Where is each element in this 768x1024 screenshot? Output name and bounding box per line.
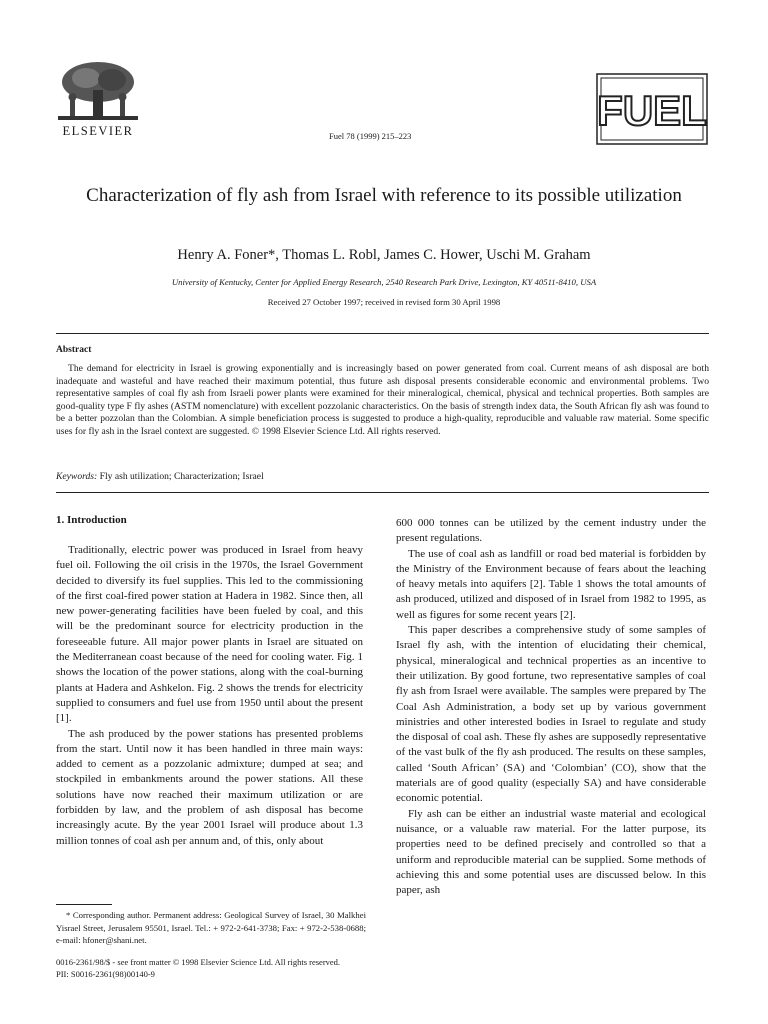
author-affiliation: University of Kentucky, Center for Applied Energy Research, 2540 Research Park Drive, Lexington, KY 40511-8410, USA	[171, 277, 597, 287]
copyright-line: 0016-2361/98/$ - see front matter © 1998 Elsevier Science Ltd. All rights reserved.	[56, 957, 341, 967]
abstract-divider	[56, 492, 709, 493]
pii-line: PII: S0016-2361(98)00140-9	[56, 969, 155, 979]
abstract-text: The demand for electricity in Israel is growing exponentially and is increasingly based on power generated from coal. Current means of ash disposal are both inadequate and wasteful and have reached their maximum potential, thus future ash disposal presents considerable economic and environmental problems. Two representative samples of coal fly ash from Israeli power plants were examined for their mineralogical, chemical, physical and technical properties. Both samples are good-quality type F fly ashes (ASTM nomenclature) with excellent pozzolanic characteristics. On the basis of strength index data, the South African fly ash was found to be a better pozzolan than the Colombian. A simple beneficiation process is suggested to produce a high-quality, reproducible and valuable raw material. Some specific uses for fly ash in the Israel context are suggested. © 1998 Elsevier Science Ltd. All rights reserved.	[56, 363, 709, 437]
publisher-name: ELSEVIER	[62, 124, 134, 138]
front-matter	[56, 956, 340, 980]
keywords-label: Keywords:	[56, 471, 98, 482]
right-column	[396, 516, 706, 898]
footnote-divider	[56, 904, 112, 905]
journal-citation: Fuel 78 (1999) 215–223	[329, 131, 412, 141]
fuel-journal-logo	[596, 73, 708, 145]
body-paragraph: Fly ash can be either an industrial waste material and ecological nuisance, or a valuable raw material. For the latter purpose, its properties need to be defined precisely and controlled so that a uniform and reproducible material can be supplied. Some methods of achieving this and some potential uses are discussed below. In this paper, ash	[396, 807, 706, 897]
abstract-heading: Abstract	[56, 345, 92, 355]
article-authors: Henry A. Foner*, Thomas L. Robl, James C. Hower, Uschi M. Graham	[177, 247, 591, 263]
elsevier-tree-logo	[56, 60, 140, 122]
article-title: Characterization of fly ash from Israel with reference to its possible utilization	[86, 185, 682, 206]
keywords-line	[56, 471, 264, 482]
left-column	[56, 543, 363, 849]
body-paragraph: This paper describes a comprehensive study of some samples of Israel fly ash, with the intention of elucidating their chemical, physical, mineralogical and technical properties as an incentive to their utilization. By good fortune, two representative samples of coal fly ash from Israel were available. The samples were prepared by The Coal Ash Administration, a body set up by various government ministries and other interested bodies in Israel to regulate and study the disposal of coal ash. These fly ashes are supposedly representative of the vast bulk of the fly ash produced. The results on these samples, called ‘South African’ (SA) and ‘Colombian’ (CO), show that the materials are of good quality (especially SA) and have considerable economic potential.	[396, 624, 706, 805]
body-paragraph: The ash produced by the power stations has presented problems from the start. Until now it has been handled in three main ways: added to cement as a pozzolanic admixture; dumped at sea; and stockpiled in embankments around the power stations. All these solutions have now reached their maximum utilization or are forbidden by law, and the problem of ash disposal has become increasingly acute. By the year 2001 Israel will produce about 1.3 million tonnes of coal ash per annum and, of this, only about	[56, 727, 363, 847]
corresponding-author-footnote: * Corresponding author. Permanent address: Geological Survey of Israel, 30 Malkhei Yisrael Street, Jerusalem 95501, Israel. Tel.: + 972-2-641-3738; Fax: + 972-2-538-0688; e-mail: hfoner@shani.net.	[56, 910, 366, 945]
received-dates: Received 27 October 1997; received in revised form 30 April 1998	[267, 297, 501, 307]
keywords-text: Fly ash utilization; Characterization; Israel	[99, 471, 264, 482]
body-paragraph-continuation: 600 000 tonnes can be utilized by the cement industry under the present regulations.	[396, 517, 706, 545]
fuel-logo-text: FUEL	[597, 87, 707, 134]
body-paragraph: Traditionally, electric power was produced in Israel from heavy fuel oil. Following the oil crisis in the 1970s, the Israel Government decided to diversify its fuel supplies. This led to the commissioning of the first coal-fired power station at Hadera in 1982. Since then, all new power-generating facilities have been fueled by coal, and this will be the predominant source for electricity production in the foreseeable future. All major power plants in Israel are situated on the Mediterranean coast because of the need for cooling water. Fig. 1 shows the location of the power stations, along with the coal-burning plants at Hadera and Ashkelon. Fig. 2 shows the trends for electricity supplied to consumers and fuel use from 1950 until about the present [1].	[56, 544, 363, 725]
section-heading: 1. Introduction	[56, 514, 127, 526]
header-divider	[56, 333, 709, 334]
body-paragraph: The use of coal ash as landfill or road bed material is forbidden by the Ministry of the Environment because of fears about the leaching of heavy metals into aquifers [2]. Table 1 shows the total amounts of ash produced, utilized and disposed of in Israel from 1982 to 1995, as well as figures for some recent years [2].	[396, 547, 706, 621]
